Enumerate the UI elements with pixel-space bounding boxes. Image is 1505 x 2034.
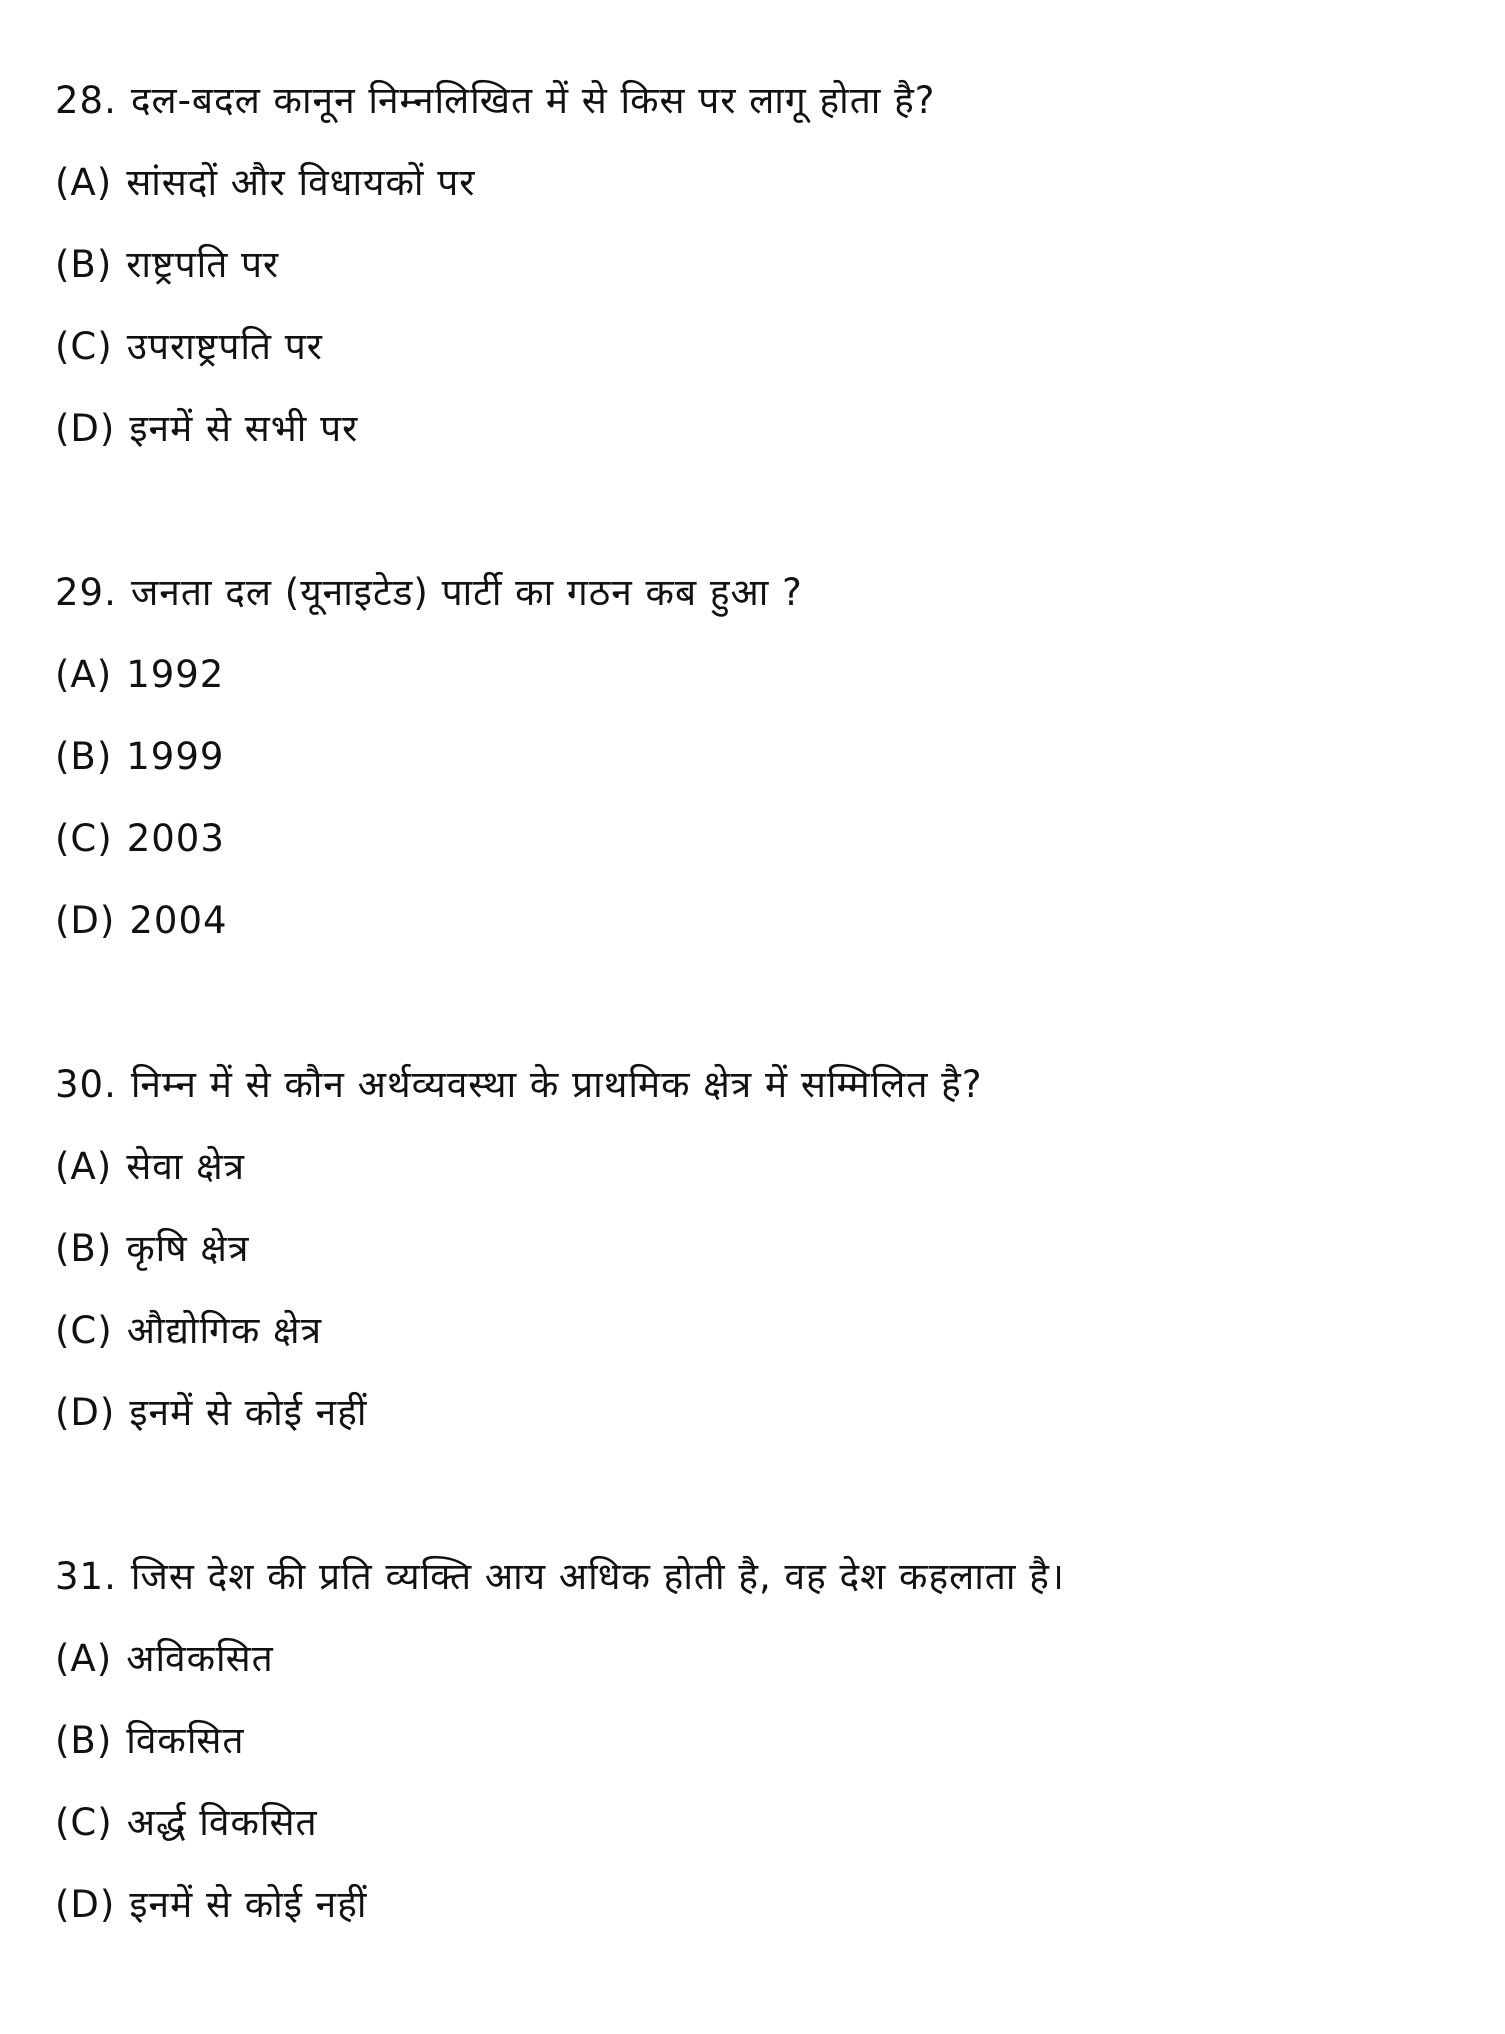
option-label: (A) xyxy=(55,161,113,204)
option-d xyxy=(55,1864,1065,1946)
question-list xyxy=(55,60,1065,2028)
option-text: 2004 xyxy=(129,899,228,942)
question-number: 30. xyxy=(55,1063,117,1106)
question-text: जिस देश की प्रति व्यक्ति आय अधिक होती है, वह देश कहलाता है। xyxy=(130,1555,1065,1598)
option-b xyxy=(55,224,1065,306)
option-a xyxy=(55,1618,1065,1700)
option-text: सांसदों और विधायकों पर xyxy=(126,161,476,204)
question-stem xyxy=(55,1044,1065,1126)
option-label: (D) xyxy=(55,899,116,942)
option-text: 2003 xyxy=(126,817,225,860)
option-label: (A) xyxy=(55,653,113,696)
option-label: (C) xyxy=(55,325,113,368)
option-label: (D) xyxy=(55,1391,116,1434)
option-a xyxy=(55,142,1065,224)
option-label: (C) xyxy=(55,1801,113,1844)
option-d xyxy=(55,1372,1065,1454)
option-text: अर्द्ध विकसित xyxy=(126,1801,318,1844)
option-c xyxy=(55,798,1065,880)
question-stem xyxy=(55,60,1065,142)
option-label: (B) xyxy=(55,243,113,286)
option-text: सेवा क्षेत्र xyxy=(126,1145,246,1188)
question-31 xyxy=(55,1536,1065,1946)
question-stem xyxy=(55,552,1065,634)
option-b xyxy=(55,1700,1065,1782)
question-number: 31. xyxy=(55,1555,117,1598)
option-label: (B) xyxy=(55,1227,113,1270)
option-label: (A) xyxy=(55,1637,113,1680)
option-label: (C) xyxy=(55,1309,113,1352)
option-text: औद्योगिक क्षेत्र xyxy=(126,1309,323,1352)
option-a xyxy=(55,634,1065,716)
question-text: दल-बदल कानून निम्नलिखित में से किस पर लागू होता है? xyxy=(130,79,936,122)
option-c xyxy=(55,306,1065,388)
option-b xyxy=(55,716,1065,798)
option-text: 1992 xyxy=(126,653,225,696)
option-label: (D) xyxy=(55,407,116,450)
question-stem xyxy=(55,1536,1065,1618)
option-text: राष्ट्रपति पर xyxy=(126,243,280,286)
option-text: इनमें से कोई नहीं xyxy=(129,1391,368,1434)
option-label: (B) xyxy=(55,735,113,778)
option-d xyxy=(55,388,1065,470)
option-label: (C) xyxy=(55,817,113,860)
option-b xyxy=(55,1208,1065,1290)
question-number: 29. xyxy=(55,571,117,614)
option-a xyxy=(55,1126,1065,1208)
option-text: अविकसित xyxy=(126,1637,274,1680)
question-30 xyxy=(55,1044,1065,1454)
option-d xyxy=(55,880,1065,962)
question-text: जनता दल (यूनाइटेड) पार्टी का गठन कब हुआ ? xyxy=(130,571,803,614)
question-29 xyxy=(55,552,1065,962)
option-text: विकसित xyxy=(126,1719,245,1762)
option-label: (D) xyxy=(55,1883,116,1926)
option-text: इनमें से सभी पर xyxy=(129,407,359,450)
option-label: (B) xyxy=(55,1719,113,1762)
question-number: 28. xyxy=(55,79,117,122)
option-text: कृषि क्षेत्र xyxy=(126,1227,250,1270)
option-text: इनमें से कोई नहीं xyxy=(129,1883,368,1926)
option-c xyxy=(55,1290,1065,1372)
question-text: निम्न में से कौन अर्थव्यवस्था के प्राथमिक क्षेत्र में सम्मिलित है? xyxy=(130,1063,983,1106)
option-text: 1999 xyxy=(126,735,225,778)
question-28 xyxy=(55,60,1065,470)
option-c xyxy=(55,1782,1065,1864)
option-label: (A) xyxy=(55,1145,113,1188)
option-text: उपराष्ट्रपति पर xyxy=(126,325,323,368)
